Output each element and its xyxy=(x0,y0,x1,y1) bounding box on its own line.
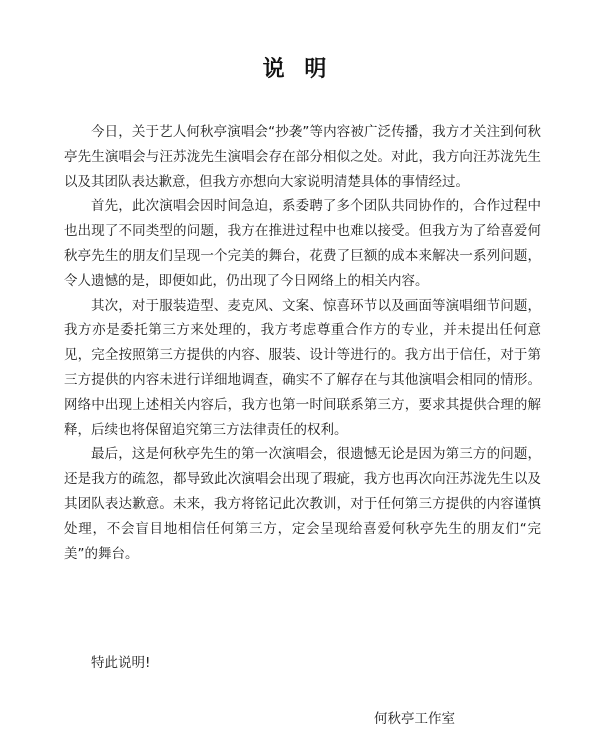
closing-remark: 特此说明! xyxy=(91,655,151,671)
document-title: 说 明 xyxy=(262,57,333,82)
paragraph-intro: 今日，关于艺人何秋亭演唱会“抄袭”等内容被广泛传播，我方才关注到何秋亭先生演唱会与汪苏泷先生演唱会存在部分相似之处。对此，我方向汪苏泷先生以及其团队表达歉意，但我方亦想向大家说明清楚具体的事情经过。 xyxy=(64,124,541,190)
paragraph-second: 其次，对于服装造型、麦克风、文案、惊喜环节以及画面等演唱细节问题，我方亦是委托第三方来处理的，我方考虑尊重合作方的专业，并未提出任何意见，完全按照第三方提供的内容、服装、设计等进行的。我方出于信任，对于第三方提供的内容未进行详细地调查，确实不了解存在与其他演唱会相同的情形。网络中出现上述相关内容后，我方也第一时间联系第三方，要求其提供合理的解释，后续也将保留追究第三方法律责任的权利。 xyxy=(64,297,541,438)
paragraph-last: 最后，这是何秋亭先生的第一次演唱会，很遗憾无论是因为第三方的问题，还是我方的疏忽，都导致此次演唱会出现了瑕疵，我方也再次向汪苏泷先生以及其团队表达歉意。未来，我方将铭记此次教训，对于任何第三方提供的内容谨慎处理，不会盲目地相信任何第三方，定会呈现给喜爱何秋亭先生的朋友们“完美”的舞台。 xyxy=(64,446,541,562)
document-body xyxy=(64,120,541,566)
signature: 何秋亭工作室 xyxy=(374,711,455,727)
paragraph-first: 首先，此次演唱会因时间急迫，系委聘了多个团队共同协作的，合作过程中也出现了不同类型的问题，我方在推进过程中也难以接受。但我方为了给喜爱何秋亭先生的朋友们呈现一个完美的舞台，花费了巨额的成本来解决一系列问题，令人遗憾的是，即便如此，仍出现了今日网络上的相关内容。 xyxy=(64,198,541,289)
